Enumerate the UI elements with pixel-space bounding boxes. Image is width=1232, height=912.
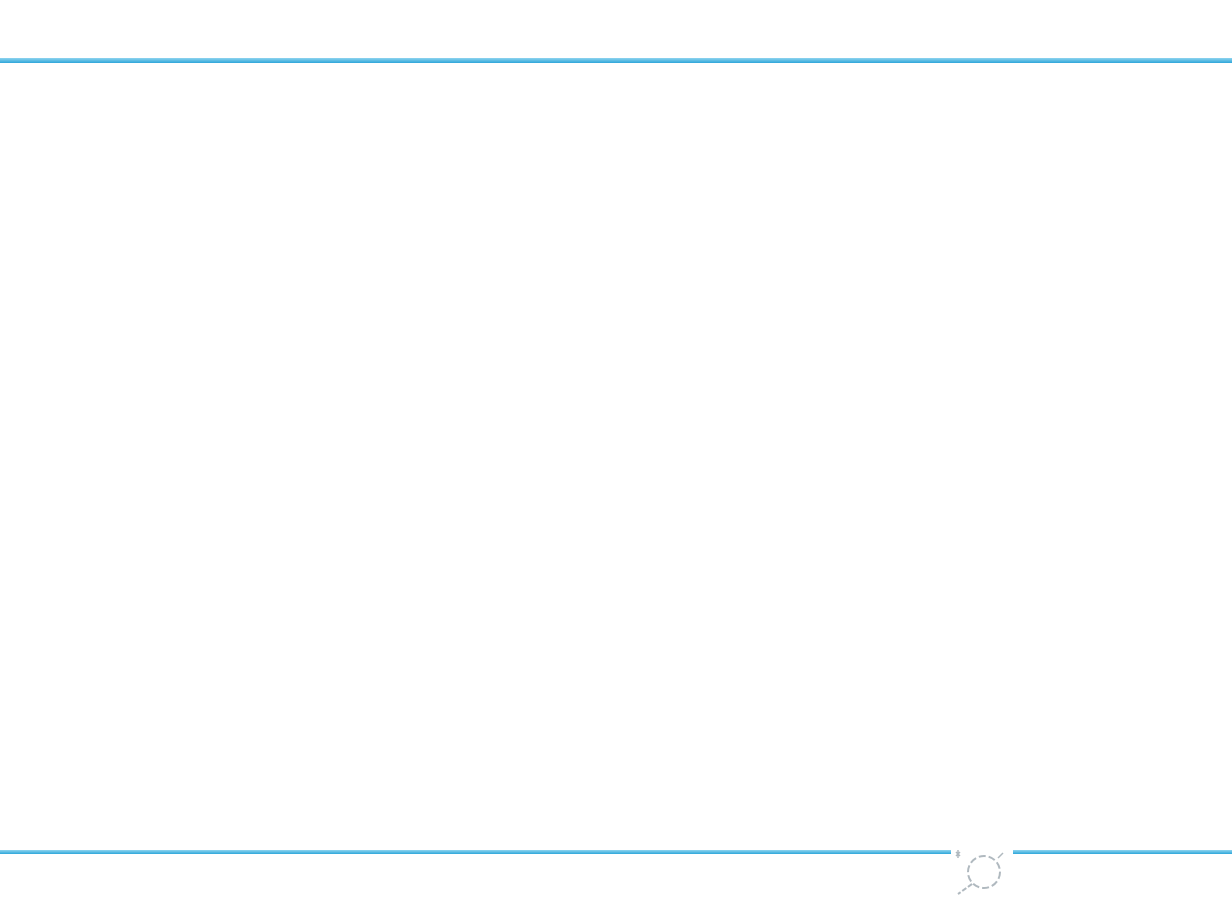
footer-divider-line-left [0, 850, 951, 854]
footer-divider-line-right [1013, 850, 1232, 854]
liquidity-line-swatch [598, 783, 662, 790]
move-line-swatch [190, 783, 254, 790]
legend-item-liquidity [598, 783, 676, 790]
magnifier-logo-icon [948, 838, 1010, 902]
legend-item-move [190, 783, 268, 790]
